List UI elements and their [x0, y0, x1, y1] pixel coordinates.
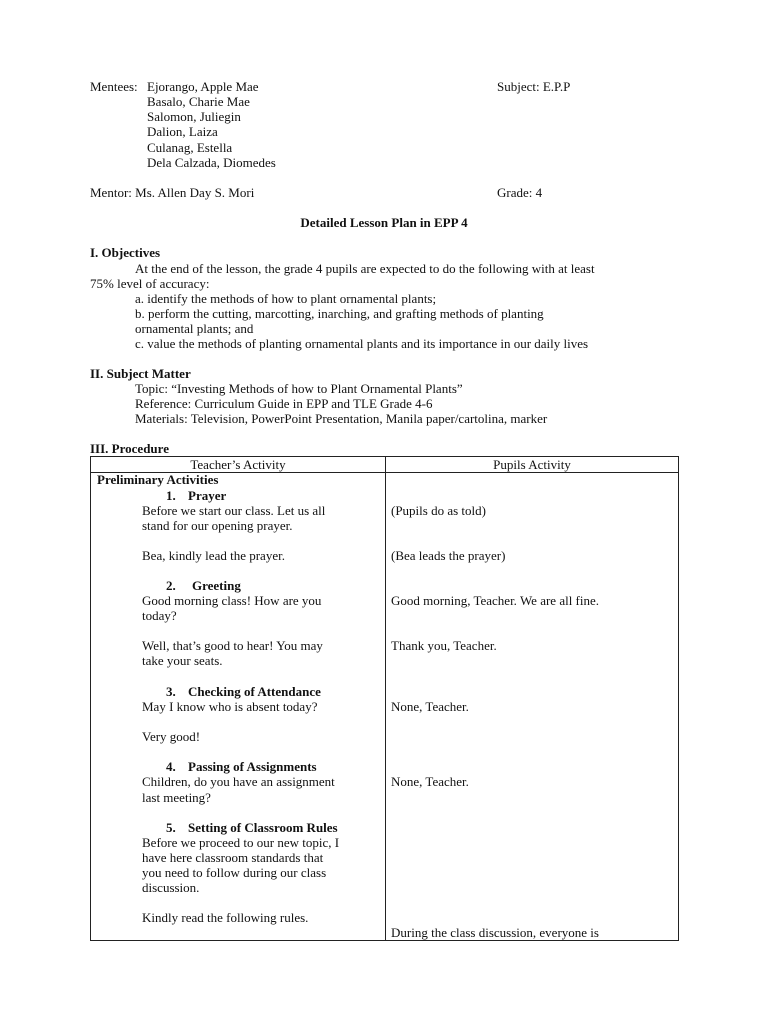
mentee-name: Basalo, Charie Mae — [147, 94, 250, 109]
column-header-pupils: Pupils Activity — [493, 457, 571, 472]
mentee-name: Dela Calzada, Diomedes — [147, 155, 276, 170]
teacher-line: today? — [142, 608, 177, 623]
teacher-line: have here classroom standards that — [142, 850, 324, 865]
rules-title: Setting of Classroom Rules — [188, 820, 338, 835]
teacher-line: Before we start our class. Let us all — [142, 503, 326, 518]
assignments-number: 4. — [166, 759, 176, 774]
objective-a: a. identify the methods of how to plant ornamental plants; — [135, 291, 437, 306]
teacher-line: stand for our opening prayer. — [142, 518, 293, 533]
materials-line: Materials: Television, PowerPoint Presentation, Manila paper/cartolina, marker — [135, 411, 548, 426]
prayer-number: 1. — [166, 488, 176, 503]
subject-label: Subject: E.P.P — [497, 79, 571, 94]
column-header-teacher: Teacher’s Activity — [190, 457, 286, 472]
greeting-number: 2. — [166, 578, 176, 593]
teacher-line: Before we proceed to our new topic, I — [142, 835, 340, 850]
preliminary-heading: Preliminary Activities — [97, 472, 219, 487]
document-title: Detailed Lesson Plan in EPP 4 — [300, 215, 468, 230]
pupil-line: (Bea leads the prayer) — [391, 548, 506, 563]
topic-line: Topic: “Investing Methods of how to Plant Ornamental Plants” — [135, 381, 463, 396]
objective-b-cont: ornamental plants; and — [135, 321, 254, 336]
attendance-number: 3. — [166, 684, 176, 699]
grade-label: Grade: 4 — [497, 185, 543, 200]
mentor-label: Mentor: Ms. Allen Day S. Mori — [90, 185, 255, 200]
pupil-line: (Pupils do as told) — [391, 503, 486, 518]
teacher-line: Good morning class! How are you — [142, 593, 322, 608]
teacher-line: take your seats. — [142, 653, 223, 668]
mentees-label: Mentees: — [90, 79, 138, 94]
greeting-title: Greeting — [192, 578, 241, 593]
mentee-name: Dalion, Laiza — [147, 124, 218, 139]
assignments-title: Passing of Assignments — [188, 759, 317, 774]
objectives-intro: At the end of the lesson, the grade 4 pupils are expected to do the following with at least — [135, 261, 595, 276]
reference-line: Reference: Curriculum Guide in EPP and TLE Grade 4-6 — [135, 396, 433, 411]
pupil-line: Thank you, Teacher. — [391, 638, 497, 653]
pupil-line: None, Teacher. — [391, 699, 469, 714]
objective-b: b. perform the cutting, marcotting, inarching, and grafting methods of planting — [135, 306, 544, 321]
teacher-line: Kindly read the following rules. — [142, 910, 309, 925]
objectives-heading: I. Objectives — [90, 245, 161, 260]
teacher-line: Well, that’s good to hear! You may — [142, 638, 323, 653]
pupil-line: None, Teacher. — [391, 774, 469, 789]
pupil-line: Good morning, Teacher. We are all fine. — [391, 593, 600, 608]
mentee-name: Ejorango, Apple Mae — [147, 79, 259, 94]
prayer-title: Prayer — [188, 488, 227, 503]
rules-number: 5. — [166, 820, 176, 835]
column-divider — [385, 457, 386, 940]
teacher-line: last meeting? — [142, 790, 211, 805]
objective-c: c. value the methods of planting ornamental plants and its importance in our daily lives — [135, 336, 589, 351]
mentee-name: Salomon, Juliegin — [147, 109, 241, 124]
procedure-table — [90, 456, 679, 941]
teacher-line: May I know who is absent today? — [142, 699, 318, 714]
procedure-heading: III. Procedure — [90, 441, 169, 456]
pupil-line: During the class discussion, everyone is — [391, 925, 599, 940]
mentee-name: Culanag, Estella — [147, 140, 233, 155]
teacher-line: discussion. — [142, 880, 200, 895]
teacher-line: Very good! — [142, 729, 201, 744]
teacher-line: Children, do you have an assignment — [142, 774, 335, 789]
teacher-line: you need to follow during our class — [142, 865, 327, 880]
objectives-intro-cont: 75% level of accuracy: — [90, 276, 210, 291]
subject-matter-heading: II. Subject Matter — [90, 366, 191, 381]
teacher-line: Bea, kindly lead the prayer. — [142, 548, 285, 563]
attendance-title: Checking of Attendance — [188, 684, 321, 699]
